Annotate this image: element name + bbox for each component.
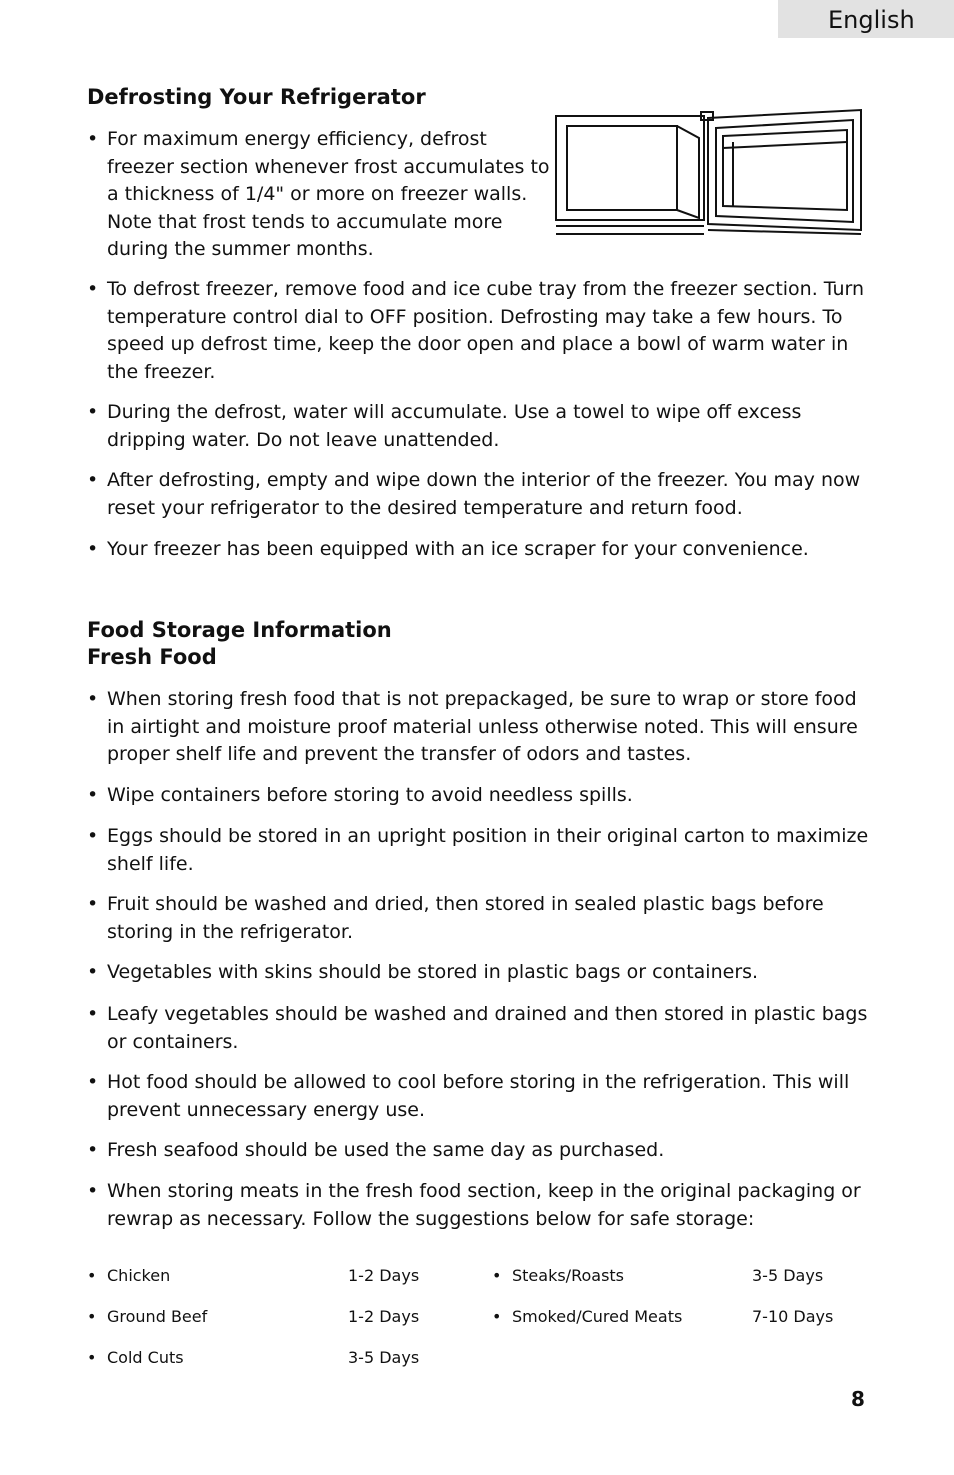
page-number: 8 xyxy=(851,1387,865,1411)
food-storage-heading: Food Storage Information xyxy=(87,618,392,642)
food-bullet: • Vegetables with skins should be stored in plastic bags or containers. xyxy=(87,959,877,987)
food-bullet: • When storing fresh food that is not prepackaged, be sure to wrap or store food in airtight and moisture proof material unless otherwise noted. This will ensure proper shelf life and prevent the transfer of odors and tastes. xyxy=(87,686,877,769)
fresh-food-subheading: Fresh Food xyxy=(87,645,217,669)
meat-item: • Ground Beef xyxy=(87,1307,207,1326)
defrost-bullet: • After defrosting, empty and wipe down the interior of the freezer. You may now reset your refrigerator to the desired temperature and return food. xyxy=(87,467,877,522)
language-tab: English xyxy=(778,0,954,38)
meat-days: 3-5 Days xyxy=(348,1348,420,1367)
meat-days: 3-5 Days xyxy=(752,1266,824,1285)
defrost-bullet: • During the defrost, water will accumulate. Use a towel to wipe off excess dripping water. Do not leave unattended. xyxy=(87,399,847,454)
meat-item: • Chicken xyxy=(87,1266,170,1285)
defrost-bullet: • Your freezer has been equipped with an ice scraper for your convenience. xyxy=(87,536,877,564)
food-bullet: • Leafy vegetables should be washed and drained and then stored in plastic bags or containers. xyxy=(87,1001,887,1056)
freezer-open-door-icon xyxy=(553,106,865,236)
meat-days: 1-2 Days xyxy=(348,1266,420,1285)
defrost-bullet: • For maximum energy efficiency, defrost freezer section whenever frost accumulates to a thickness of 1/4" or more on freezer walls. Note that frost tends to accumulate more during the summer months. xyxy=(87,126,557,264)
meat-item: • Steaks/Roasts xyxy=(492,1266,624,1285)
food-bullet: • When storing meats in the fresh food section, keep in the original packaging or rewrap as necessary. Follow the suggestions below for safe storage: xyxy=(87,1178,877,1233)
food-bullet: • Eggs should be stored in an upright position in their original carton to maximize shelf life. xyxy=(87,823,887,878)
food-bullet: • Wipe containers before storing to avoid needless spills. xyxy=(87,782,877,810)
defrost-heading: Defrosting Your Refrigerator xyxy=(87,85,426,109)
food-bullet: • Hot food should be allowed to cool before storing in the refrigeration. This will prevent unnecessary energy use. xyxy=(87,1069,877,1124)
food-bullet: • Fresh seafood should be used the same day as purchased. xyxy=(87,1137,877,1165)
defrost-bullet: • To defrost freezer, remove food and ice cube tray from the freezer section. Turn temperature control dial to OFF position. Defrosting may take a few hours. To speed up defrost time, keep the door open and place a bowl of warm water in the freezer. xyxy=(87,276,877,386)
meat-days: 7-10 Days xyxy=(752,1307,834,1326)
meat-item: • Cold Cuts xyxy=(87,1348,184,1367)
food-bullet: • Fruit should be washed and dried, then stored in sealed plastic bags before storing in the refrigerator. xyxy=(87,891,857,946)
meat-days: 1-2 Days xyxy=(348,1307,420,1326)
meat-item: • Smoked/Cured Meats xyxy=(492,1307,682,1326)
